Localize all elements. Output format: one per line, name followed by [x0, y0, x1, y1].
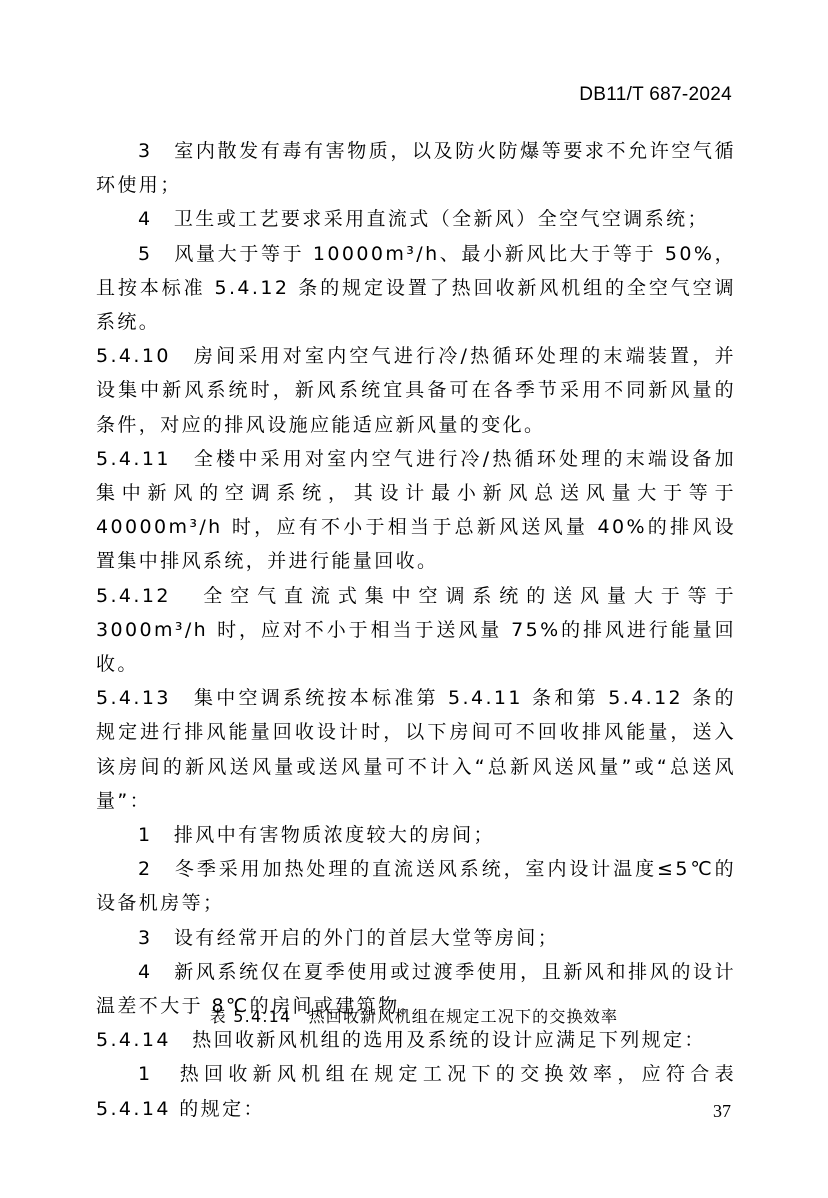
document-code-header: DB11/T 687-2024 [579, 84, 732, 105]
list-item: 1 排风中有害物质浓度较大的房间； [138, 824, 495, 847]
clause-5-4-12: 5.4.12 全空气直流式集中空调系统的送风量大于等于 3000m³/h 时，应对不小于相当于送风量 75%的排风进行能量回收。 [96, 584, 736, 676]
table-caption: 表 5.4.14 热回收新风机组在规定工况下的交换效率 [209, 1007, 619, 1026]
clause-5-4-11: 5.4.11 全楼中采用对室内空气进行冷/热循环处理的末端设备加集中新风的空调系统，其设计最小新风总送风量大于等于 40000m³/h 时，应有不小于相当于总新风送风量 40%的排风设置集中排风系统，并进行能量回收。 [96, 447, 736, 573]
list-item: 4 卫生或工艺要求采用直流式（全新风）全空气空调系统； [138, 208, 709, 231]
body-text [96, 134, 736, 1126]
list-item: 4 新风系统仅在夏季使用或过渡季使用，且新风和排风的设计温差不大于 8℃的房间或建筑物。 [96, 960, 736, 1018]
clause-5-4-14: 5.4.14 热回收新风机组的选用及系统的设计应满足下列规定： [96, 1029, 706, 1052]
list-item: 2 冬季采用加热处理的直流送风系统，室内设计温度≤5℃的设备机房等； [96, 858, 736, 915]
clause-5-4-10: 5.4.10 房间采用对室内空气进行冷/热循环处理的末端装置，并设集中新风系统时，新风系统宜具备可在各季节采用不同新风量的条件，对应的排风设施应能适应新风量的变化。 [96, 345, 736, 436]
clause-5-4-13: 5.4.13 集中空调系统按本标准第 5.4.11 条和第 5.4.12 条的规定进行排风能量回收设计时，以下房间可不回收排风能量，送入该房间的新风送风量或送风量可不计入“总新风送风量”或“总送风量”： [96, 687, 736, 812]
list-item: 3 设有经常开启的外门的首层大堂等房间； [138, 926, 560, 949]
list-item: 3 室内散发有毒有害物质，以及防火防爆等要求不允许空气循环使用； [96, 140, 736, 197]
list-item: 5 风量大于等于 10000m³/h、最小新风比大于等于 50%，且按本标准 5.4.12 条的规定设置了热回收新风机组的全空气空调系统。 [96, 242, 736, 334]
page-number: 37 [713, 1101, 731, 1121]
list-item: 1 热回收新风机组在规定工况下的交换效率，应符合表 5.4.14 的规定： [96, 1063, 736, 1120]
